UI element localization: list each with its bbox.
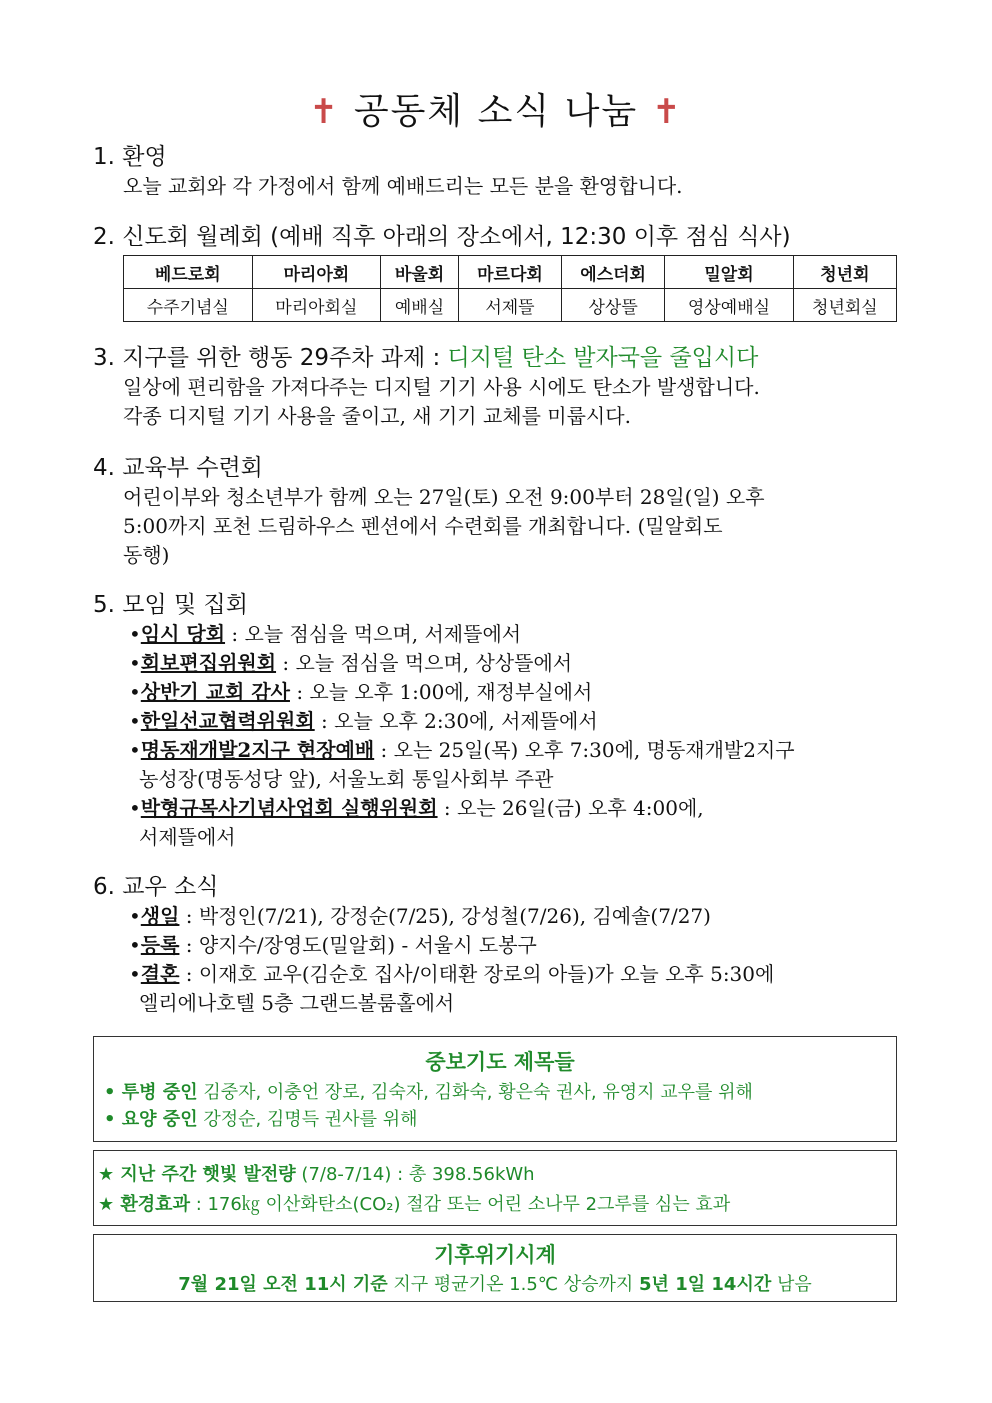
table-header-cell: 베드로회	[124, 256, 253, 289]
climate-clock-text: 남음	[771, 1274, 812, 1295]
meeting-name: 회보편집위원회	[140, 651, 277, 675]
meeting-name: 임시 당회	[140, 622, 226, 646]
table-cell: 서제뜰	[458, 289, 561, 322]
prayer-title: 중보기도 제목들	[425, 1050, 575, 1074]
meeting-name: 박형규목사기념사업회 실행위원회	[140, 796, 438, 820]
meeting-detail: : 오늘 점심을 먹으며, 서제뜰에서	[225, 622, 522, 646]
solar-line	[98, 1160, 896, 1190]
section-retreat	[93, 453, 903, 570]
list-item: •생일 : 박정인(7/21), 강정순(7/25), 강성철(7/26), 김예솔(7/27)	[129, 904, 711, 928]
climate-clock-date: 7월 21일 오전 11시 기준	[178, 1274, 388, 1295]
prayer-text: 강정순, 김명득 권사를 위해	[197, 1109, 418, 1130]
list-item: •상반기 교회 감사 : 오늘 오후 1:00에, 재정부실에서	[129, 680, 593, 704]
table-header-cell: 바울회	[381, 256, 459, 289]
news-type: 생일	[140, 904, 180, 928]
climate-clock-text: 지구 평균기온 1.5℃ 상승까지	[387, 1274, 640, 1295]
news-detail-cont: 엘리에나호텔 5층 그랜드볼룸홀에서	[139, 991, 455, 1015]
solar-label: ★ 지난 주간 햇빛 발전량	[98, 1164, 296, 1185]
table-header-row	[124, 256, 897, 289]
list-item: •등록 : 양지수/장영도(밀알회) - 서울시 도봉구	[129, 933, 537, 957]
section-meetings	[93, 590, 903, 852]
meeting-detail-cont: 서제뜰에서	[139, 825, 236, 849]
cross-icon: ✝	[652, 92, 683, 132]
prayer-label: • 투병 중인	[104, 1082, 198, 1103]
meeting-detail: : 오늘 오후 1:00에, 재정부실에서	[289, 680, 593, 704]
section-heading: 2. 신도회 월례회 (예배 직후 아래의 장소에서, 12:30 이후 점심 식사)	[93, 224, 791, 250]
news-detail: : 이재호 교우(김순호 집사/이태환 장로의 아들)가 오늘 오후 5:30에	[179, 962, 775, 986]
climate-clock-box	[93, 1234, 897, 1302]
meeting-detail: : 오는 25일(목) 오후 7:30에, 명동재개발2지구	[374, 738, 795, 762]
prayer-label: • 요양 중인	[104, 1109, 198, 1130]
meeting-detail: : 오늘 점심을 먹으며, 상상뜰에서	[276, 651, 573, 675]
news-detail: : 양지수/장영도(밀알회) - 서울시 도봉구	[179, 933, 537, 957]
prayer-box	[93, 1036, 897, 1142]
meeting-detail: : 오늘 오후 2:30에, 서제뜰에서	[314, 709, 598, 733]
solar-text: (7/8-7/14) : 총 398.56kWh	[295, 1164, 535, 1185]
table-row	[124, 289, 897, 322]
table-cell: 상상뜰	[562, 289, 665, 322]
list-item: •박형규목사기념사업회 실행위원회 : 오는 26일(금) 오후 4:00에, 서제뜰에서	[123, 794, 903, 852]
section-earth-action	[93, 343, 903, 431]
section-heading-text: 3. 지구를 위한 행동 29주차 과제 :	[93, 345, 448, 371]
news-detail: : 박정인(7/21), 강정순(7/25), 강성철(7/26), 김예솔(7/27)	[179, 904, 711, 928]
table-header-cell: 에스더회	[562, 256, 665, 289]
section-welcome	[93, 142, 903, 201]
table-header-cell: 청년회	[793, 256, 896, 289]
section-council-meeting	[93, 222, 903, 252]
page-title	[0, 88, 992, 136]
section-body-line: 어린이부와 청소년부가 함께 오는 27일(토) 오전 9:00부터 28일(일) 오후	[123, 485, 765, 509]
list-item: •임시 당회 : 오늘 점심을 먹으며, 서제뜰에서	[129, 622, 522, 646]
table-header-cell: 마리아회	[252, 256, 381, 289]
meeting-name: 상반기 교회 감사	[140, 680, 290, 704]
list-item: •회보편집위원회 : 오늘 점심을 먹으며, 상상뜰에서	[129, 651, 573, 675]
solar-text: : 176㎏ 이산화탄소(CO₂) 절감 또는 어린 소나무 2그루를 심는 효과	[189, 1194, 731, 1215]
section-body: 오늘 교회와 각 가정에서 함께 예배드리는 모든 분을 환영합니다.	[123, 174, 683, 198]
section-heading: 4. 교육부 수련회	[93, 455, 263, 481]
meeting-name: 명동재개발2지구 현장예배	[140, 738, 375, 762]
meeting-name: 한일선교협력위원회	[140, 709, 315, 733]
meeting-list	[93, 620, 903, 852]
section-heading-highlight: 디지털 탄소 발자국을 줄입시다	[447, 345, 759, 371]
table-header-cell: 마르다회	[458, 256, 561, 289]
climate-clock-title: 기후위기시계	[434, 1243, 556, 1267]
solar-box	[93, 1150, 897, 1226]
cross-icon: ✝	[309, 92, 340, 132]
section-heading: 6. 교우 소식	[93, 874, 219, 900]
table-header-cell: 밀알회	[665, 256, 794, 289]
prayer-line	[104, 1106, 896, 1133]
prayer-text: 김중자, 이충언 장로, 김숙자, 김화숙, 황은숙 권사, 유영지 교우를 위해	[197, 1082, 753, 1103]
climate-clock-remaining: 5년 1일 14시간	[639, 1274, 772, 1295]
meeting-detail: : 오는 26일(금) 오후 4:00에,	[437, 796, 704, 820]
section-body-line: 5:00까지 포천 드림하우스 펜션에서 수련회를 개최합니다. (밀알회도	[123, 514, 723, 538]
table-cell: 청년회실	[793, 289, 896, 322]
table-cell: 예배실	[381, 289, 459, 322]
section-body-line: 각종 디지털 기기 사용을 줄이고, 새 기기 교체를 미룹시다.	[123, 404, 631, 428]
list-item: •한일선교협력위원회 : 오늘 오후 2:30에, 서제뜰에서	[129, 709, 598, 733]
page-title-text: 공동체 소식 나눔	[353, 91, 639, 132]
news-type: 결혼	[140, 962, 180, 986]
council-table	[123, 255, 897, 322]
table-cell: 마리아회실	[252, 289, 381, 322]
prayer-line	[104, 1079, 896, 1106]
list-item: •명동재개발2지구 현장예배 : 오는 25일(목) 오후 7:30에, 명동재개발2지구 농성장(명동성당 앞), 서울노회 통일사회부 주관	[123, 736, 903, 794]
section-body-line: 일상에 편리함을 가져다주는 디지털 기기 사용 시에도 탄소가 발생합니다.	[123, 375, 760, 399]
climate-clock-line	[94, 1271, 896, 1298]
meeting-detail-cont: 농성장(명동성당 앞), 서울노회 통일사회부 주관	[139, 767, 554, 791]
news-type: 등록	[140, 933, 180, 957]
section-body-line: 동행)	[123, 543, 170, 567]
solar-line	[98, 1190, 896, 1220]
news-list	[93, 902, 903, 1018]
table-cell: 수주기념실	[124, 289, 253, 322]
section-heading: 5. 모임 및 집회	[93, 592, 248, 618]
section-heading: 1. 환영	[93, 144, 167, 170]
section-member-news	[93, 872, 903, 1018]
list-item: •결혼 : 이재호 교우(김순호 집사/이태환 장로의 아들)가 오늘 오후 5:30에 엘리에나호텔 5층 그랜드볼룸홀에서	[123, 960, 903, 1018]
section-heading	[93, 343, 903, 373]
solar-label: ★ 환경효과	[98, 1194, 190, 1215]
table-cell: 영상예배실	[665, 289, 794, 322]
